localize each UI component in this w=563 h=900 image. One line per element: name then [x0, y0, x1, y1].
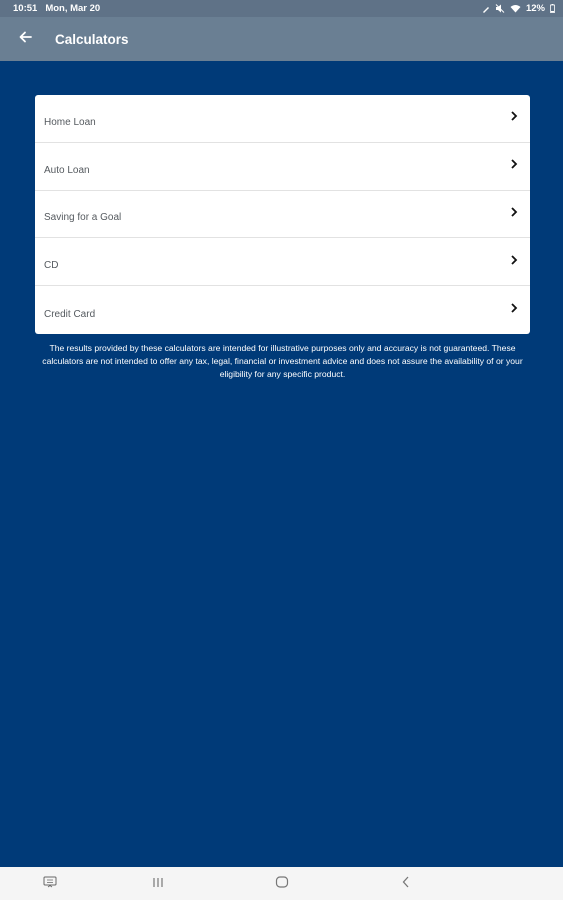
- calculator-item-label: CD: [44, 260, 59, 272]
- mute-icon: [495, 4, 505, 13]
- calculator-item-label: Auto Loan: [44, 164, 90, 176]
- recent-apps-icon: [152, 875, 164, 893]
- calculator-item-label: Home Loan: [44, 116, 96, 128]
- chevron-right-icon: [508, 110, 520, 122]
- pen-icon: [482, 5, 490, 13]
- arrow-left-icon: [19, 30, 32, 48]
- back-button[interactable]: [5, 17, 45, 61]
- calculator-item-cd[interactable]: [35, 238, 530, 286]
- battery-icon: [550, 4, 555, 13]
- chevron-right-icon: [508, 206, 520, 218]
- disclaimer-text: The results provided by these calculators are intended for illustrative purposes only and accuracy is not guaranteed. These calculators are not intended to offer any tax, legal, financial or investment advice and does not assure the availability of or your eligibility for any specific product.: [42, 343, 523, 379]
- system-nav-bar: [0, 867, 563, 900]
- wifi-icon: [510, 4, 521, 13]
- home-button[interactable]: [262, 867, 302, 900]
- nav-back-icon: [402, 875, 410, 893]
- calculator-item-auto-loan[interactable]: [35, 143, 530, 191]
- calculators-list: [35, 95, 530, 334]
- app-bar: [0, 17, 563, 61]
- keyboard-icon: [43, 875, 57, 893]
- calculator-item-home-loan[interactable]: [35, 95, 530, 143]
- chevron-right-icon: [508, 254, 520, 266]
- keyboard-button[interactable]: [30, 867, 70, 900]
- chevron-right-icon: [508, 158, 520, 170]
- status-bar: [0, 0, 563, 17]
- chevron-right-icon: [508, 302, 520, 314]
- calculator-item-saving-for-a-goal[interactable]: [35, 191, 530, 239]
- battery-level: 12%: [525, 3, 545, 14]
- calculator-item-label: Saving for a Goal: [44, 212, 122, 224]
- calculator-item-credit-card[interactable]: [35, 286, 530, 334]
- status-time: 10:51: [13, 3, 38, 14]
- recent-apps-button[interactable]: [138, 867, 178, 900]
- home-icon: [275, 875, 289, 893]
- calculator-item-label: Credit Card: [44, 308, 96, 320]
- status-date: Mon, Mar 20: [45, 3, 101, 14]
- page-title: Calculators: [55, 31, 129, 47]
- status-icons: [482, 3, 555, 14]
- nav-back-button[interactable]: [386, 867, 426, 900]
